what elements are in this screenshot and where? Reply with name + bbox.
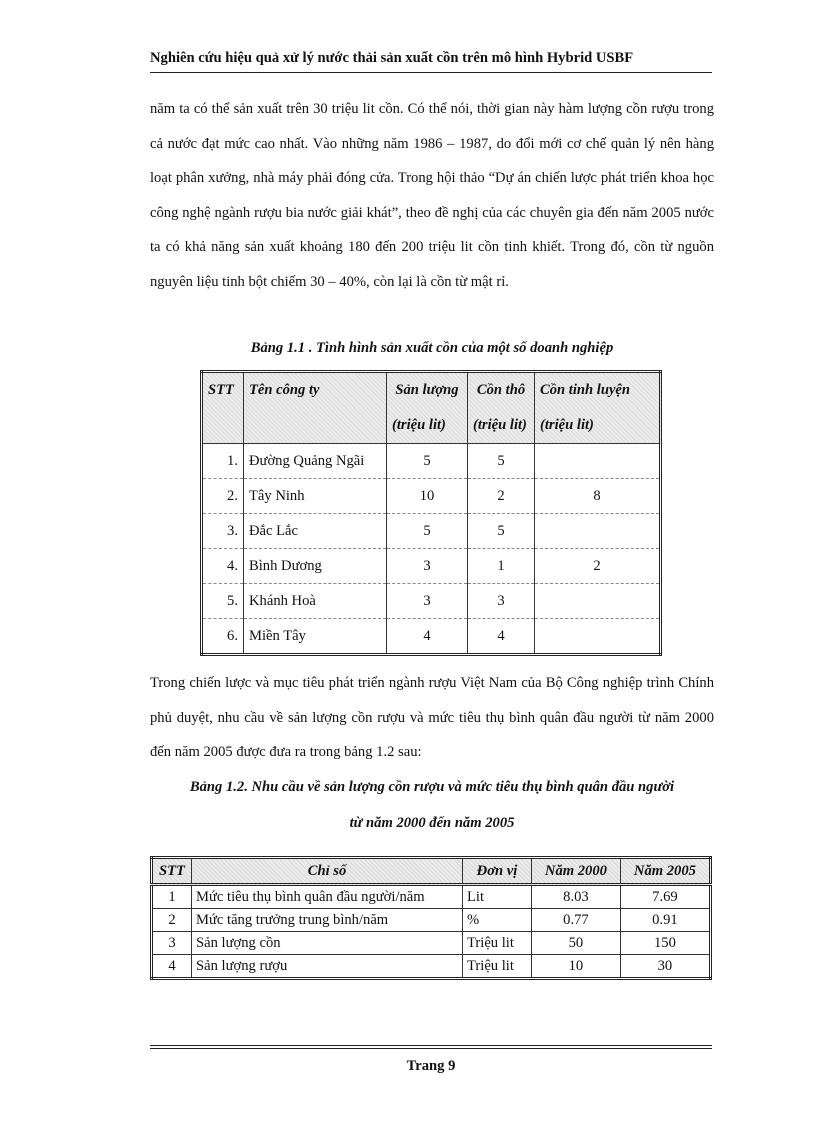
table2-cell-stt: 1: [152, 885, 192, 909]
table1-cell-refined: 2: [535, 549, 661, 584]
table2-caption-line2: từ năm 2000 đến năm 2005: [349, 815, 515, 831]
table2-cell-indicator: Sản lượng rượu: [192, 955, 463, 979]
table1-cell-output: 5: [387, 514, 468, 549]
table1-header-crude-unit: (triệu lit): [468, 408, 535, 444]
table2-cell-y2005: 7.69: [620, 885, 710, 909]
body-paragraph-2: Trong chiến lược và mục tiêu phát triển ngành rượu Việt Nam của Bộ Công nghiệp trình Chính phủ duyệt, nhu cầu về sản lượng cồn rượu và mức tiêu thụ bình quân đầu người từ năm 2000 đến năm 2005 được đưa ra trong bảng 1.2 sau:: [150, 675, 714, 760]
body-paragraph-1: năm ta có thể sản xuất trên 30 triệu lit cồn. Có thể nói, thời gian này hàm lượng cồn rượu trong cả nước đạt mức cao nhất. Vào những năm 1986 – 1987, do đổi mới cơ chế quản lý nên hàng loạt phân xưởng, nhà máy phải đóng cửa. Trong hội thảo “Dự án chiến lược phát triển khoa học công nghệ ngành rượu bia nước giải khát”, theo đề nghị của các chuyên gia đến năm 2005 nước ta có khả năng sản xuất khoảng 180 đến 200 triệu lit cồn tinh khiết. Trong đó, cồn từ nguồn nguyên liệu tinh bột chiếm 30 – 40%, còn lại là cồn từ mật rỉ.: [150, 101, 714, 290]
header-divider: [150, 72, 712, 73]
table2-demand: [150, 856, 712, 980]
table1-cell-refined: [535, 514, 661, 549]
table1-cell-output: 3: [387, 584, 468, 619]
table2-cell-y2005: 0.91: [620, 909, 710, 932]
table-row: [202, 619, 661, 655]
table2-cell-stt: 2: [152, 909, 192, 932]
table1-header-crude: Cồn thô: [468, 372, 535, 409]
table2-cell-stt: 3: [152, 932, 192, 955]
table1-header-refined-unit: (triệu lit): [535, 408, 661, 444]
table1-caption: Bảng 1.1 . Tình hình sản xuất cồn của một số doanh nghiệp: [250, 340, 614, 356]
table-row: [202, 479, 661, 514]
table2-cell-y2000: 8.03: [532, 885, 621, 909]
table2-cell-indicator: Mức tăng trưởng trung bình/năm: [192, 909, 463, 932]
table-row: [152, 955, 711, 979]
page-number: Trang 9: [406, 1058, 456, 1074]
table1-cell-stt: 6.: [202, 619, 244, 655]
table2-cell-unit: Triệu lit: [463, 932, 532, 955]
table2-header-y2005: Năm 2005: [620, 858, 710, 885]
table1-header-refined: Cồn tinh luyện: [535, 372, 661, 409]
table2-cell-y2005: 150: [620, 932, 710, 955]
table2-cell-unit: %: [463, 909, 532, 932]
table-row: [202, 444, 661, 479]
table2-header-indicator: Chỉ số: [192, 858, 463, 885]
table2-cell-unit: Triệu lit: [463, 955, 532, 979]
table2-cell-unit: Lit: [463, 885, 532, 909]
table2-cell-y2000: 10: [532, 955, 621, 979]
table1-header-blank: [244, 408, 387, 444]
table1-cell-output: 10: [387, 479, 468, 514]
table1-cell-name: Bình Dương: [244, 549, 387, 584]
table2-cell-y2005: 30: [620, 955, 710, 979]
table2-cell-indicator: Sản lượng cồn: [192, 932, 463, 955]
table2-cell-stt: 4: [152, 955, 192, 979]
table1-cell-name: Đắc Lắc: [244, 514, 387, 549]
table1-header-output-unit: (triệu lit): [387, 408, 468, 444]
table2-caption-line1: Bảng 1.2. Nhu cầu về sản lượng cồn rượu và mức tiêu thụ bình quân đầu người: [189, 779, 675, 795]
table1-company-production: [200, 370, 662, 656]
table1-cell-crude: 2: [468, 479, 535, 514]
table2-header-row: [152, 858, 711, 885]
table1-header-row: [202, 372, 661, 409]
table1-cell-name: Tây Ninh: [244, 479, 387, 514]
table1-cell-crude: 3: [468, 584, 535, 619]
table1-cell-stt: 1.: [202, 444, 244, 479]
table2-header-stt: STT: [152, 858, 192, 885]
table2-header-y2000: Năm 2000: [532, 858, 621, 885]
table-row: [202, 514, 661, 549]
table1-cell-crude: 4: [468, 619, 535, 655]
table1-header-blank: [202, 408, 244, 444]
table1-cell-stt: 3.: [202, 514, 244, 549]
table1-cell-name: Khánh Hoà: [244, 584, 387, 619]
table1-cell-crude: 5: [468, 444, 535, 479]
table1-cell-refined: 8: [535, 479, 661, 514]
table1-cell-stt: 4.: [202, 549, 244, 584]
table2-cell-y2000: 50: [532, 932, 621, 955]
table1-cell-output: 5: [387, 444, 468, 479]
table1-cell-stt: 2.: [202, 479, 244, 514]
table1-cell-refined: [535, 584, 661, 619]
table1-cell-refined: [535, 619, 661, 655]
table1-cell-refined: [535, 444, 661, 479]
table-row: [152, 909, 711, 932]
table-row: [152, 885, 711, 909]
table1-cell-output: 4: [387, 619, 468, 655]
table1-header-output: Sản lượng: [387, 372, 468, 409]
table1-cell-output: 3: [387, 549, 468, 584]
table2-cell-indicator: Mức tiêu thụ bình quân đầu người/năm: [192, 885, 463, 909]
table-row: [152, 932, 711, 955]
footer-divider: [150, 1045, 712, 1049]
table1-header-stt: STT: [202, 372, 244, 409]
table2-header-unit: Đơn vị: [463, 858, 532, 885]
table1-cell-name: Miền Tây: [244, 619, 387, 655]
table1-header-name: Tên công ty: [244, 372, 387, 409]
table2-cell-y2000: 0.77: [532, 909, 621, 932]
table1-cell-stt: 5.: [202, 584, 244, 619]
table-row: [202, 584, 661, 619]
table1-header-unit-row: [202, 408, 661, 444]
table1-cell-crude: 5: [468, 514, 535, 549]
running-header: Nghiên cứu hiệu quả xử lý nước thải sản xuất cồn trên mô hình Hybrid USBF: [150, 50, 634, 66]
table-row: [202, 549, 661, 584]
table1-cell-name: Đường Quảng Ngãi: [244, 444, 387, 479]
table1-cell-crude: 1: [468, 549, 535, 584]
